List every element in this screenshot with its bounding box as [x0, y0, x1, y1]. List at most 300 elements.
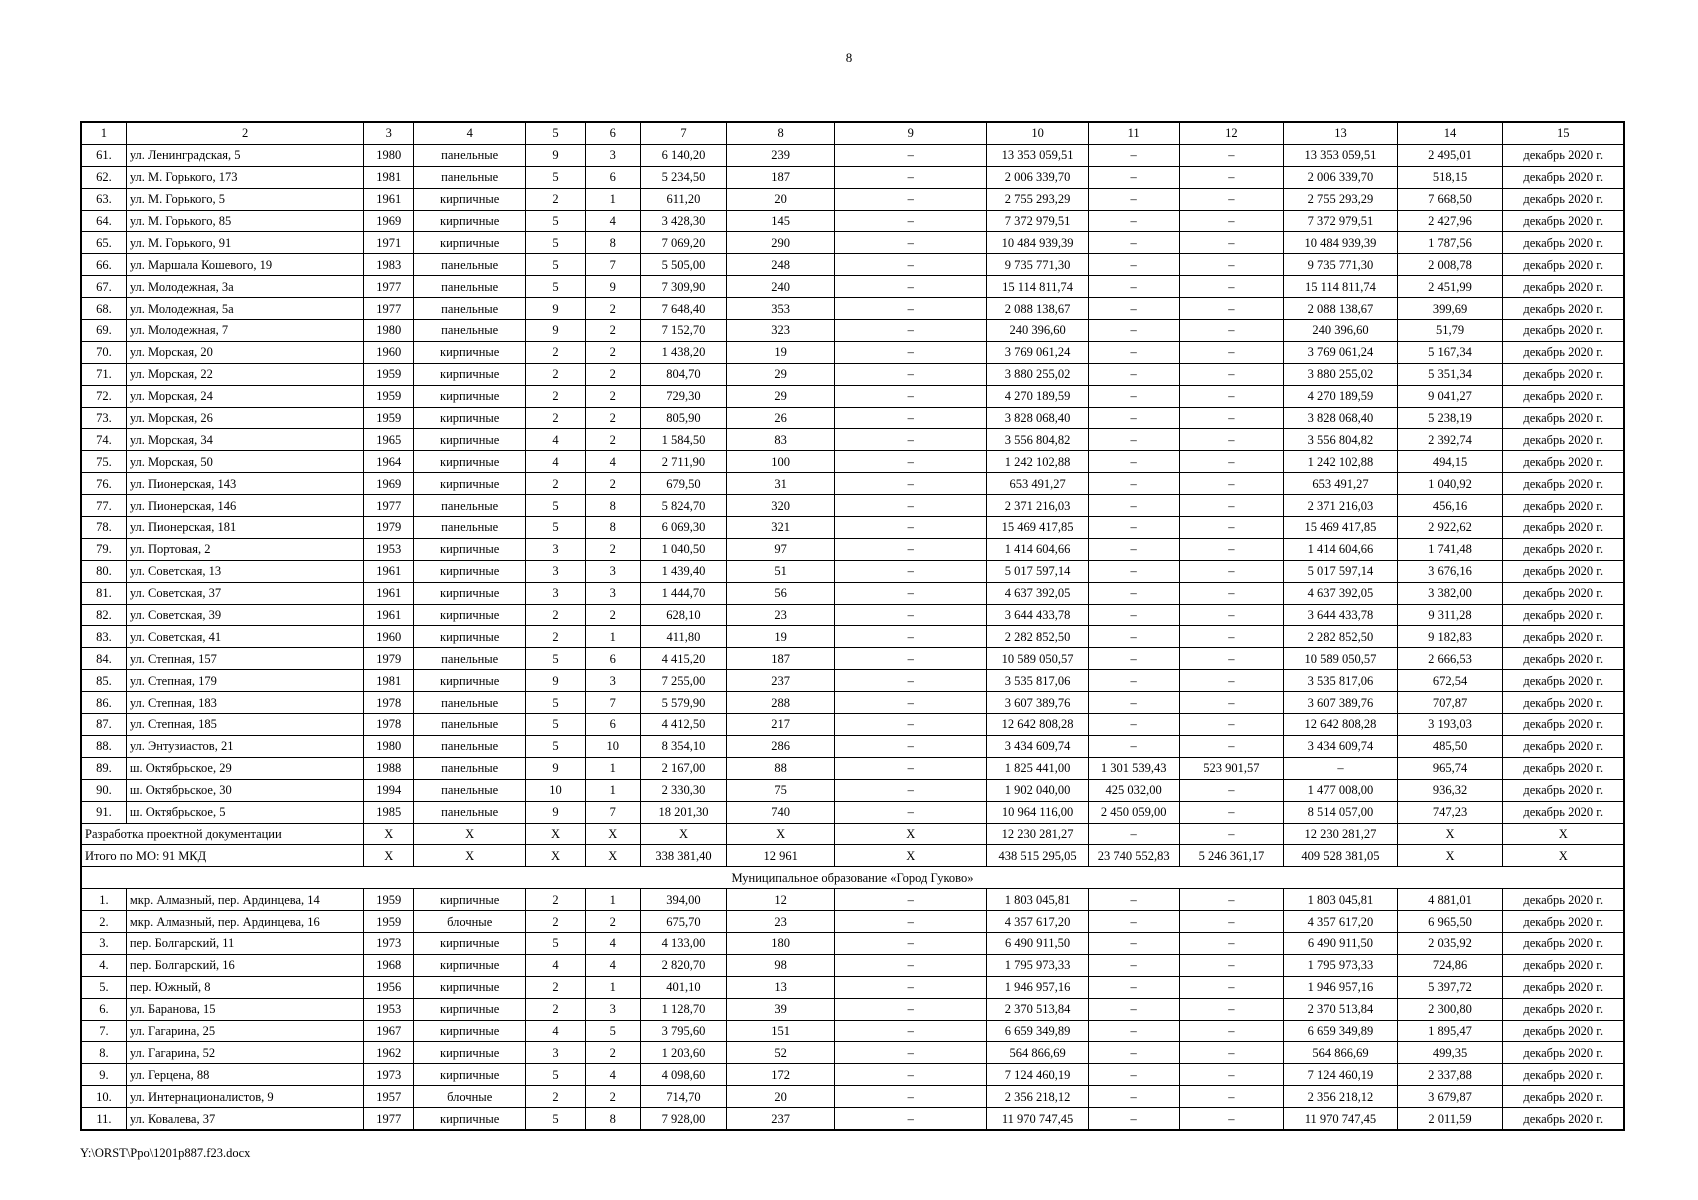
table-cell: 323	[727, 320, 835, 342]
table-cell: –	[1088, 407, 1179, 429]
table-cell: 12 230 281,27	[1284, 823, 1397, 845]
table-cell: 8 514 057,00	[1284, 801, 1397, 823]
table-cell: –	[1179, 801, 1284, 823]
table-cell: 10.	[81, 1086, 126, 1108]
table-cell: 3 535 817,06	[1284, 670, 1397, 692]
table-cell: –	[1179, 451, 1284, 473]
table-cell: 2 337,88	[1397, 1064, 1503, 1086]
table-cell: 5 017 597,14	[987, 560, 1088, 582]
table-cell: 4 637 392,05	[987, 582, 1088, 604]
table-cell: панельные	[414, 735, 526, 757]
table-cell: 394,00	[640, 889, 726, 911]
table-cell: –	[1088, 582, 1179, 604]
table-cell: –	[1088, 648, 1179, 670]
table-cell: 2 282 852,50	[987, 626, 1088, 648]
table-cell: 237	[727, 1108, 835, 1130]
table-cell: ул. Морская, 24	[126, 385, 364, 407]
table-cell: декабрь 2020 г.	[1503, 254, 1624, 276]
table-cell: 3	[585, 560, 640, 582]
table-cell: –	[835, 320, 987, 342]
table-cell: –	[1179, 144, 1284, 166]
table-cell: 56	[727, 582, 835, 604]
table-cell: 1	[585, 626, 640, 648]
table-cell: –	[835, 407, 987, 429]
table-cell: 3	[526, 538, 585, 560]
table-cell: 74.	[81, 429, 126, 451]
table-cell: 23	[727, 604, 835, 626]
table-cell: 2 820,70	[640, 954, 726, 976]
table-cell: 3	[526, 1042, 585, 1064]
table-body	[81, 122, 1624, 1130]
table-cell: ул. Морская, 34	[126, 429, 364, 451]
table-cell: 1978	[364, 692, 414, 714]
table-cell: –	[1179, 538, 1284, 560]
table-cell: –	[1088, 560, 1179, 582]
table-cell: –	[835, 276, 987, 298]
table-cell: 2	[526, 1086, 585, 1108]
table-cell: Х	[414, 823, 526, 845]
table-row	[81, 1042, 1624, 1064]
column-header: 6	[585, 122, 640, 144]
table-cell: кирпичные	[414, 889, 526, 911]
table-cell: 172	[727, 1064, 835, 1086]
table-cell: 20	[727, 1086, 835, 1108]
table-cell: –	[1088, 1042, 1179, 1064]
table-cell: Х	[1503, 823, 1624, 845]
table-cell: 1961	[364, 582, 414, 604]
column-header: 5	[526, 122, 585, 144]
table-cell: 2	[585, 320, 640, 342]
table-cell: панельные	[414, 648, 526, 670]
table-cell: 2 392,74	[1397, 429, 1503, 451]
table-cell: пер. Болгарский, 16	[126, 954, 364, 976]
table-cell: Х	[835, 823, 987, 845]
table-cell: –	[835, 1042, 987, 1064]
table-cell: кирпичные	[414, 451, 526, 473]
table-cell: 39	[727, 998, 835, 1020]
table-cell: 1 438,20	[640, 341, 726, 363]
table-row	[81, 517, 1624, 539]
table-cell: –	[1179, 911, 1284, 933]
table-cell: –	[835, 714, 987, 736]
table-cell: –	[835, 451, 987, 473]
table-row	[81, 276, 1624, 298]
table-cell: –	[1088, 692, 1179, 714]
table-row	[81, 648, 1624, 670]
table-cell: декабрь 2020 г.	[1503, 714, 1624, 736]
table-cell: –	[835, 210, 987, 232]
table-cell: 1994	[364, 779, 414, 801]
table-cell: 66.	[81, 254, 126, 276]
table-cell: 1 787,56	[1397, 232, 1503, 254]
table-cell: декабрь 2020 г.	[1503, 932, 1624, 954]
table-cell: ул. Советская, 41	[126, 626, 364, 648]
table-cell: ул. Пионерская, 143	[126, 473, 364, 495]
table-row	[81, 954, 1624, 976]
table-cell: декабрь 2020 г.	[1503, 1108, 1624, 1130]
column-header: 15	[1503, 122, 1624, 144]
table-cell: 2	[526, 341, 585, 363]
table-cell: 4 098,60	[640, 1064, 726, 1086]
table-cell: –	[1179, 582, 1284, 604]
table-cell: 78.	[81, 517, 126, 539]
table-cell: 13 353 059,51	[987, 144, 1088, 166]
table-cell: –	[1088, 604, 1179, 626]
table-cell: –	[1179, 670, 1284, 692]
table-cell: панельные	[414, 714, 526, 736]
table-cell: 3 828 068,40	[1284, 407, 1397, 429]
table-cell: 6 965,50	[1397, 911, 1503, 933]
table-cell: 2	[585, 1086, 640, 1108]
table-cell: 2 371 216,03	[1284, 495, 1397, 517]
table-cell: 4 415,20	[640, 648, 726, 670]
table-cell: 88.	[81, 735, 126, 757]
table-cell: 1981	[364, 166, 414, 188]
table-cell: –	[1088, 538, 1179, 560]
table-cell: 3 607 389,76	[987, 692, 1088, 714]
table-cell: 240 396,60	[987, 320, 1088, 342]
table-cell: ул. Степная, 183	[126, 692, 364, 714]
table-cell: –	[1179, 1064, 1284, 1086]
table-cell: –	[835, 648, 987, 670]
table-cell: 12 230 281,27	[987, 823, 1088, 845]
table-cell: 8	[585, 495, 640, 517]
table-cell: блочные	[414, 1086, 526, 1108]
table-cell: 31	[727, 473, 835, 495]
table-cell: 11 970 747,45	[1284, 1108, 1397, 1130]
table-cell: 2 666,53	[1397, 648, 1503, 670]
table-row	[81, 670, 1624, 692]
table-row	[81, 232, 1624, 254]
table-cell: ул. Портовая, 2	[126, 538, 364, 560]
table-cell: декабрь 2020 г.	[1503, 1064, 1624, 1086]
row-label: Итого по МО: 91 МКД	[81, 845, 364, 867]
table-cell: –	[1284, 757, 1397, 779]
table-cell: 1	[585, 976, 640, 998]
table-cell: 2	[585, 604, 640, 626]
table-cell: Х	[585, 845, 640, 867]
table-cell: 2	[526, 385, 585, 407]
table-cell: 1957	[364, 1086, 414, 1108]
table-cell: 1953	[364, 998, 414, 1020]
table-cell: кирпичные	[414, 670, 526, 692]
table-cell: декабрь 2020 г.	[1503, 670, 1624, 692]
table-row	[81, 976, 1624, 998]
table-cell: –	[1179, 1108, 1284, 1130]
table-cell: 2 495,01	[1397, 144, 1503, 166]
table-cell: –	[1179, 210, 1284, 232]
table-cell: 51,79	[1397, 320, 1503, 342]
table-cell: кирпичные	[414, 1064, 526, 1086]
table-row	[81, 188, 1624, 210]
table-cell: декабрь 2020 г.	[1503, 210, 1624, 232]
table-cell: ул. Советская, 39	[126, 604, 364, 626]
table-cell: 8	[585, 1108, 640, 1130]
table-cell: 13 353 059,51	[1284, 144, 1397, 166]
table-row	[81, 1020, 1624, 1042]
table-cell: 5	[526, 210, 585, 232]
housing-table-container	[80, 121, 1625, 1131]
table-cell: 1 584,50	[640, 429, 726, 451]
table-cell: 12	[727, 889, 835, 911]
table-cell: ул. Пионерская, 181	[126, 517, 364, 539]
table-cell: 6 490 911,50	[1284, 932, 1397, 954]
table-cell: 10	[585, 735, 640, 757]
table-cell: 740	[727, 801, 835, 823]
table-cell: декабрь 2020 г.	[1503, 648, 1624, 670]
table-cell: 1977	[364, 276, 414, 298]
table-cell: –	[835, 298, 987, 320]
table-cell: 411,80	[640, 626, 726, 648]
table-cell: 9 041,27	[1397, 385, 1503, 407]
table-cell: 10 589 050,57	[1284, 648, 1397, 670]
table-cell: 523 901,57	[1179, 757, 1284, 779]
table-cell: ул. Маршала Кошевого, 19	[126, 254, 364, 276]
table-cell: Х	[414, 845, 526, 867]
table-cell: 2	[526, 363, 585, 385]
table-cell: 5 246 361,17	[1179, 845, 1284, 867]
table-cell: 1961	[364, 560, 414, 582]
table-cell: 4	[585, 451, 640, 473]
table-cell: Х	[835, 845, 987, 867]
table-cell: 2	[526, 998, 585, 1020]
table-cell: 1.	[81, 889, 126, 911]
section-title: Муниципальное образование «Город Гуково»	[81, 867, 1624, 889]
table-cell: 12 961	[727, 845, 835, 867]
table-cell: 3 644 433,78	[987, 604, 1088, 626]
table-cell: 1 895,47	[1397, 1020, 1503, 1042]
table-cell: 4	[526, 429, 585, 451]
table-cell: ш. Октябрьское, 30	[126, 779, 364, 801]
table-cell: –	[1179, 692, 1284, 714]
table-cell: –	[1179, 276, 1284, 298]
table-cell: 71.	[81, 363, 126, 385]
table-cell: 217	[727, 714, 835, 736]
table-cell: декабрь 2020 г.	[1503, 911, 1624, 933]
table-cell: 80.	[81, 560, 126, 582]
table-cell: –	[835, 976, 987, 998]
table-cell: 1 242 102,88	[987, 451, 1088, 473]
table-cell: 1961	[364, 188, 414, 210]
table-cell: декабрь 2020 г.	[1503, 363, 1624, 385]
table-cell: –	[835, 144, 987, 166]
table-cell: 4 270 189,59	[987, 385, 1088, 407]
table-cell: 19	[727, 341, 835, 363]
table-cell: ул. Морская, 26	[126, 407, 364, 429]
table-cell: ул. Баранова, 15	[126, 998, 364, 1020]
table-cell: ш. Октябрьское, 29	[126, 757, 364, 779]
table-cell: 87.	[81, 714, 126, 736]
table-cell: 707,87	[1397, 692, 1503, 714]
table-cell: –	[1088, 626, 1179, 648]
table-cell: 3 676,16	[1397, 560, 1503, 582]
table-cell: декабрь 2020 г.	[1503, 385, 1624, 407]
table-cell: 724,86	[1397, 954, 1503, 976]
table-cell: 1 825 441,00	[987, 757, 1088, 779]
table-cell: 5 579,90	[640, 692, 726, 714]
table-cell: 3	[526, 560, 585, 582]
table-cell: –	[1088, 341, 1179, 363]
table-cell: 70.	[81, 341, 126, 363]
table-cell: 9	[585, 276, 640, 298]
table-cell: 52	[727, 1042, 835, 1064]
table-cell: 1953	[364, 538, 414, 560]
table-cell: декабрь 2020 г.	[1503, 779, 1624, 801]
table-cell: декабрь 2020 г.	[1503, 801, 1624, 823]
table-cell: 679,50	[640, 473, 726, 495]
table-cell: 1959	[364, 889, 414, 911]
table-cell: 3 428,30	[640, 210, 726, 232]
table-cell: –	[835, 188, 987, 210]
table-cell: –	[1179, 714, 1284, 736]
table-cell: 9 735 771,30	[987, 254, 1088, 276]
table-cell: –	[1179, 495, 1284, 517]
table-cell: 85.	[81, 670, 126, 692]
table-row	[81, 363, 1624, 385]
table-cell: Х	[364, 823, 414, 845]
table-cell: 7 124 460,19	[987, 1064, 1088, 1086]
table-cell: –	[1088, 714, 1179, 736]
table-cell: мкр. Алмазный, пер. Ардинцева, 16	[126, 911, 364, 933]
table-cell: 1 040,50	[640, 538, 726, 560]
table-cell: декабрь 2020 г.	[1503, 1020, 1624, 1042]
table-cell: 151	[727, 1020, 835, 1042]
table-cell: 2 371 216,03	[987, 495, 1088, 517]
table-cell: –	[835, 889, 987, 911]
table-cell: 187	[727, 166, 835, 188]
table-cell: 5	[526, 692, 585, 714]
table-cell: кирпичные	[414, 473, 526, 495]
table-cell: –	[1088, 188, 1179, 210]
table-cell: –	[1088, 1020, 1179, 1042]
table-cell: кирпичные	[414, 232, 526, 254]
table-cell: –	[1088, 1064, 1179, 1086]
table-cell: декабрь 2020 г.	[1503, 320, 1624, 342]
table-cell: –	[835, 517, 987, 539]
table-cell: –	[835, 473, 987, 495]
table-cell: 1980	[364, 144, 414, 166]
table-cell: –	[1088, 363, 1179, 385]
table-cell: декабрь 2020 г.	[1503, 451, 1624, 473]
table-cell: 73.	[81, 407, 126, 429]
table-cell: ул. Энтузиастов, 21	[126, 735, 364, 757]
table-cell: –	[1179, 998, 1284, 1020]
table-cell: –	[1179, 363, 1284, 385]
table-cell: –	[1088, 254, 1179, 276]
column-header: 13	[1284, 122, 1397, 144]
table-cell: декабрь 2020 г.	[1503, 735, 1624, 757]
table-cell: 438 515 295,05	[987, 845, 1088, 867]
table-cell: 5 238,19	[1397, 407, 1503, 429]
table-cell: декабрь 2020 г.	[1503, 188, 1624, 210]
table-cell: 83.	[81, 626, 126, 648]
table-cell: 76.	[81, 473, 126, 495]
table-cell: кирпичные	[414, 626, 526, 648]
table-cell: 3 434 609,74	[1284, 735, 1397, 757]
table-cell: декабрь 2020 г.	[1503, 560, 1624, 582]
table-cell: –	[835, 626, 987, 648]
table-cell: 180	[727, 932, 835, 954]
table-cell: декабрь 2020 г.	[1503, 976, 1624, 998]
table-cell: 13	[727, 976, 835, 998]
table-cell: 2	[526, 604, 585, 626]
table-cell: 2 167,00	[640, 757, 726, 779]
table-cell: 3 556 804,82	[1284, 429, 1397, 451]
table-cell: –	[1088, 954, 1179, 976]
table-cell: 1 444,70	[640, 582, 726, 604]
table-cell: –	[835, 582, 987, 604]
table-cell: декабрь 2020 г.	[1503, 889, 1624, 911]
table-cell: 2 922,62	[1397, 517, 1503, 539]
table-cell: 1959	[364, 363, 414, 385]
table-cell: 2	[585, 538, 640, 560]
table-cell: 84.	[81, 648, 126, 670]
table-row	[81, 582, 1624, 604]
table-cell: 1959	[364, 385, 414, 407]
table-cell: 9 182,83	[1397, 626, 1503, 648]
table-cell: –	[835, 429, 987, 451]
table-cell: 611,20	[640, 188, 726, 210]
table-cell: 86.	[81, 692, 126, 714]
table-cell: –	[1088, 385, 1179, 407]
table-row	[81, 779, 1624, 801]
table-cell: 2	[585, 341, 640, 363]
table-cell: 4	[585, 954, 640, 976]
table-cell: 1 795 973,33	[1284, 954, 1397, 976]
table-cell: 9	[526, 801, 585, 823]
table-cell: 456,16	[1397, 495, 1503, 517]
table-cell: кирпичные	[414, 407, 526, 429]
page-number: 8	[845, 50, 853, 65]
table-cell: –	[835, 779, 987, 801]
table-cell: 1980	[364, 735, 414, 757]
table-cell: 747,23	[1397, 801, 1503, 823]
table-cell: кирпичные	[414, 1020, 526, 1042]
table-cell: 2	[585, 473, 640, 495]
table-cell: ул. Степная, 179	[126, 670, 364, 692]
table-cell: 653 491,27	[987, 473, 1088, 495]
table-cell: ул. Молодежная, 3а	[126, 276, 364, 298]
table-cell: ул. Молодежная, 7	[126, 320, 364, 342]
table-cell: –	[1088, 823, 1179, 845]
table-cell: 240 396,60	[1284, 320, 1397, 342]
table-cell: –	[1179, 341, 1284, 363]
table-cell: ул. М. Горького, 173	[126, 166, 364, 188]
table-cell: 64.	[81, 210, 126, 232]
table-cell: ш. Октябрьское, 5	[126, 801, 364, 823]
table-cell: 675,70	[640, 911, 726, 933]
table-cell: 15 114 811,74	[987, 276, 1088, 298]
table-cell: 100	[727, 451, 835, 473]
table-cell: декабрь 2020 г.	[1503, 495, 1624, 517]
table-cell: 1979	[364, 517, 414, 539]
table-row	[81, 341, 1624, 363]
table-cell: 1	[585, 188, 640, 210]
table-cell: 2	[526, 626, 585, 648]
table-row	[81, 1064, 1624, 1086]
table-cell: 4 270 189,59	[1284, 385, 1397, 407]
table-cell: 1960	[364, 626, 414, 648]
table-cell: панельные	[414, 254, 526, 276]
table-cell: декабрь 2020 г.	[1503, 517, 1624, 539]
table-cell: 8.	[81, 1042, 126, 1064]
table-cell: 2 008,78	[1397, 254, 1503, 276]
table-cell: 5 397,72	[1397, 976, 1503, 998]
table-cell: кирпичные	[414, 582, 526, 604]
table-cell: декабрь 2020 г.	[1503, 692, 1624, 714]
table-cell: 6.	[81, 998, 126, 1020]
table-cell: 83	[727, 429, 835, 451]
